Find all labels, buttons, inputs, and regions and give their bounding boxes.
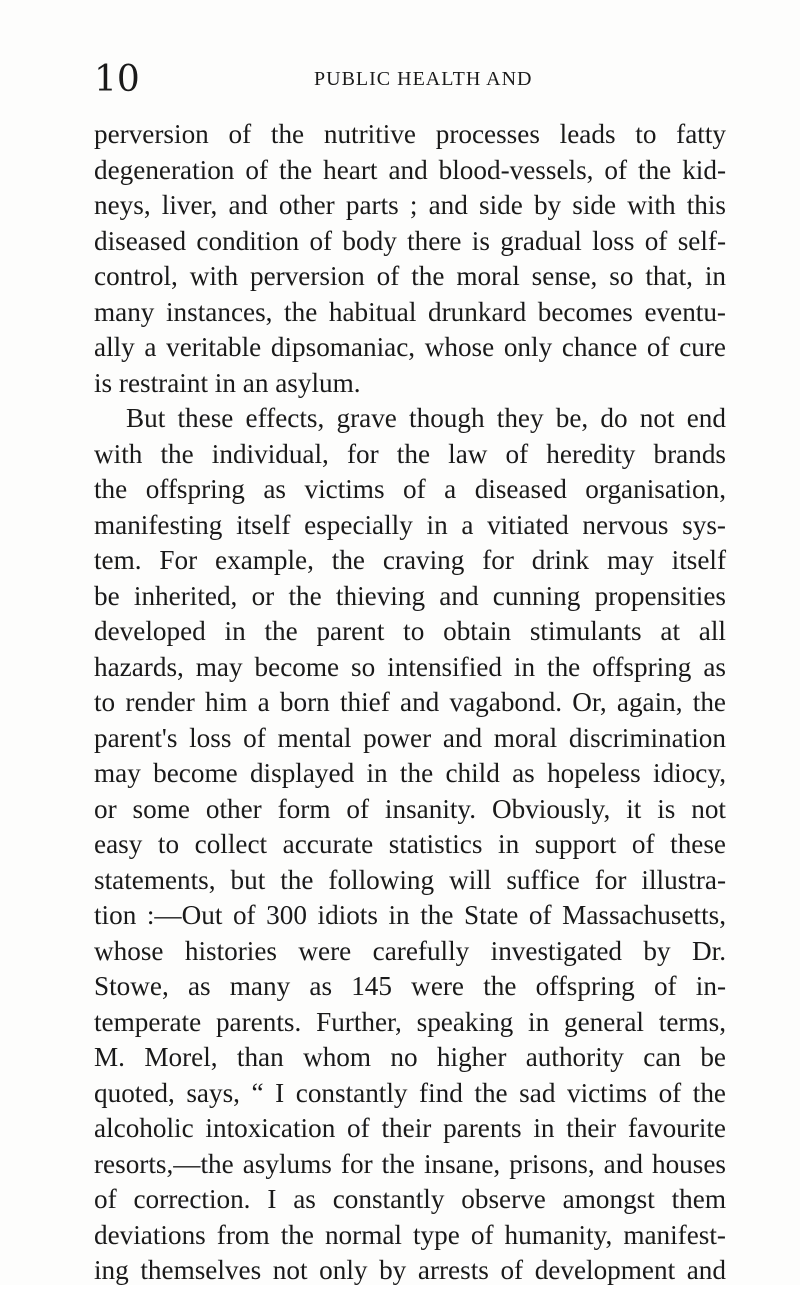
text-line: temperate parents. Further, speaking in general terms,: [94, 1006, 726, 1037]
text-line: ing themselves not only by arrests of development and: [94, 1255, 726, 1285]
text-line: degeneration of the heart and blood-vessels, of the kid-: [94, 154, 726, 185]
text-line: tem. For example, the craving for drink may itself: [94, 545, 726, 575]
text-line: manifesting itself especially in a vitiated nervous sys-: [94, 509, 726, 540]
text-line: quoted, says, “ I constantly find the sad victims of the: [94, 1077, 726, 1108]
text-line: control, with perversion of the moral sense, so that, in: [94, 261, 726, 291]
text-line: be inherited, or the thieving and cunning propensities: [94, 580, 726, 611]
text-line: of correction. I as constantly observe amongst them: [94, 1184, 726, 1214]
text-line: many instances, the habitual drunkard becomes eventu-: [94, 296, 726, 327]
page-header: [94, 60, 714, 100]
text-line: M. Morel, than whom no higher authority can be: [94, 1042, 726, 1072]
text-line: or some other form of insanity. Obviously, it is not: [94, 793, 726, 824]
text-line: deviations from the normal type of humanity, manifest-: [94, 1219, 726, 1250]
text-line: perversion of the nutritive processes leads to fatty: [94, 119, 726, 149]
text-line: to render him a born thief and vagabond. Or, again, the: [94, 687, 726, 717]
running-head: PUBLIC HEALTH AND: [314, 68, 533, 90]
text-line: whose histories were carefully investigated by Dr.: [94, 935, 726, 966]
text-line: hazards, may become so intensified in the offspring as: [94, 651, 726, 682]
page-number: 10: [94, 59, 140, 100]
body-text: [94, 117, 726, 1289]
text-line: with the individual, for the law of heredity brands: [94, 438, 726, 469]
text-line: parent's loss of mental power and moral discrimination: [94, 722, 726, 753]
text-line: But these effects, grave though they be, do not end: [126, 403, 726, 433]
text-line: resorts,—the asylums for the insane, prisons, and houses: [94, 1148, 726, 1179]
text-line: the offspring as victims of a diseased organisation,: [94, 474, 726, 504]
text-line: tion :—Out of 300 idiots in the State of Massachusetts,: [94, 900, 726, 930]
text-line: diseased condition of body there is gradual loss of self-: [94, 225, 726, 256]
text-line: may become displayed in the child as hopeless idiocy,: [94, 758, 726, 788]
text-line: Stowe, as many as 145 were the offspring of in-: [94, 971, 726, 1001]
text-line: developed in the parent to obtain stimulants at all: [94, 616, 726, 646]
text-line: statements, but the following will suffice for illustra-: [94, 864, 726, 895]
text-line: easy to collect accurate statistics in support of these: [94, 829, 726, 859]
text-line: is restraint in an asylum.: [94, 367, 361, 398]
text-line: alcoholic intoxication of their parents in their favourite: [94, 1113, 726, 1143]
text-line: ally a veritable dipsomaniac, whose only chance of cure: [94, 332, 726, 362]
text-line: neys, liver, and other parts ; and side by side with this: [94, 190, 726, 220]
